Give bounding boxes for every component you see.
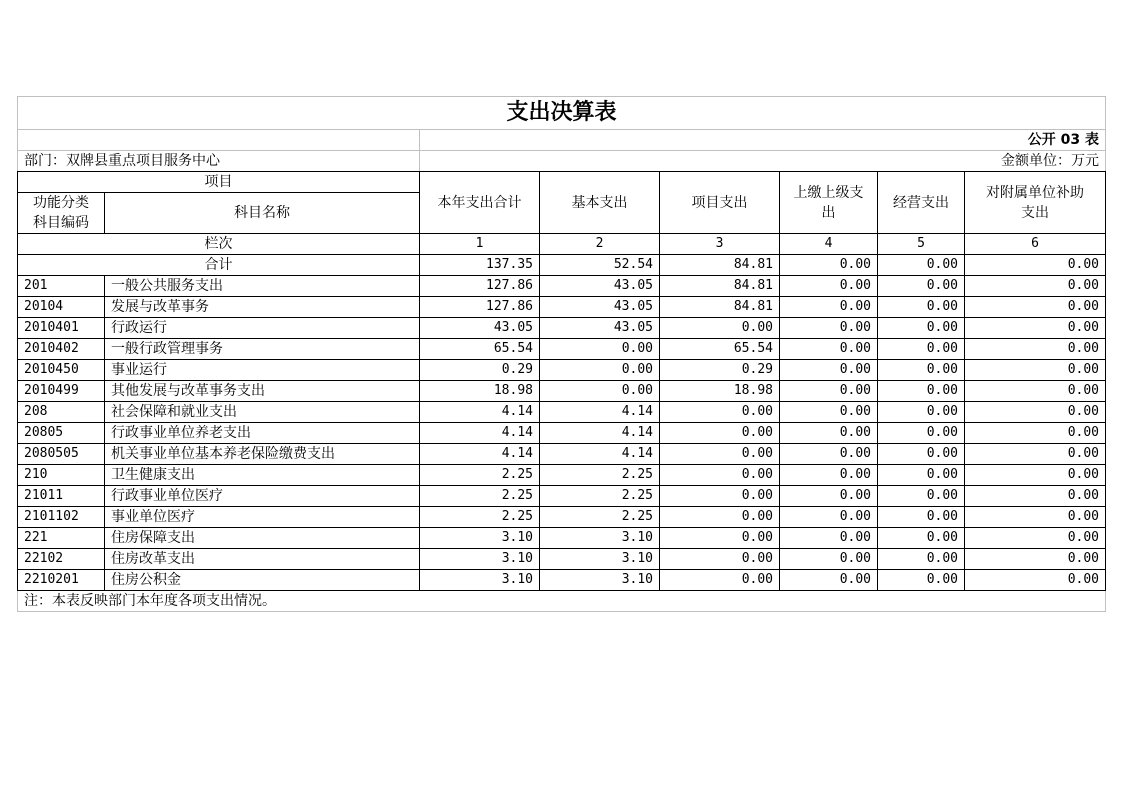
- table-row: [18, 276, 1106, 297]
- basic-cell: 4.14: [540, 423, 660, 444]
- subsidy-cell: 0.00: [965, 423, 1106, 444]
- table-row: [18, 444, 1106, 465]
- project-cell: 18.98: [660, 381, 780, 402]
- totals-label: 合计: [18, 255, 420, 276]
- subject-name-cell: 机关事业单位基本养老保险缴费支出: [105, 444, 420, 465]
- remit-cell: 0.00: [780, 276, 878, 297]
- project-expenditure-header: 项目支出: [660, 172, 780, 234]
- remit-cell: 0.00: [780, 486, 878, 507]
- project-cell: 0.00: [660, 402, 780, 423]
- table-row: [18, 381, 1106, 402]
- basic-cell: 4.14: [540, 444, 660, 465]
- table-row: [18, 528, 1106, 549]
- subsidy-cell: 0.00: [965, 528, 1106, 549]
- column-index-1: 1: [420, 234, 540, 255]
- total-cell: 3.10: [420, 549, 540, 570]
- column-index-5: 5: [878, 234, 965, 255]
- total-cell: 3.10: [420, 528, 540, 549]
- column-index-6: 6: [965, 234, 1106, 255]
- subject-name-cell: 行政事业单位医疗: [105, 486, 420, 507]
- basic-cell: 0.00: [540, 339, 660, 360]
- total-cell: 43.05: [420, 318, 540, 339]
- business-cell: 0.00: [878, 402, 965, 423]
- remit-superior-header-line2: 出: [821, 204, 836, 221]
- total-cell: 127.86: [420, 297, 540, 318]
- project-cell: 0.29: [660, 360, 780, 381]
- basic-cell: 2.25: [540, 465, 660, 486]
- total-cell: 4.14: [420, 423, 540, 444]
- totals-subsidy: 0.00: [965, 255, 1106, 276]
- project-cell: 0.00: [660, 528, 780, 549]
- remit-cell: 0.00: [780, 549, 878, 570]
- business-cell: 0.00: [878, 381, 965, 402]
- remit-cell: 0.00: [780, 339, 878, 360]
- column-index-2: 2: [540, 234, 660, 255]
- total-expenditure-header: 本年支出合计: [420, 172, 540, 234]
- table-row: [18, 465, 1106, 486]
- remit-cell: 0.00: [780, 381, 878, 402]
- project-cell: 0.00: [660, 486, 780, 507]
- basic-expenditure-header: 基本支出: [540, 172, 660, 234]
- subject-name-header: 科目名称: [105, 193, 420, 234]
- basic-cell: 43.05: [540, 297, 660, 318]
- table-row: [18, 423, 1106, 444]
- total-cell: 0.29: [420, 360, 540, 381]
- subsidy-cell: 0.00: [965, 318, 1106, 339]
- business-cell: 0.00: [878, 570, 965, 591]
- subject-code-cell: 20104: [18, 297, 105, 318]
- subject-name-cell: 行政事业单位养老支出: [105, 423, 420, 444]
- totals-remit: 0.00: [780, 255, 878, 276]
- business-expenditure-header: 经营支出: [878, 172, 965, 234]
- basic-cell: 0.00: [540, 381, 660, 402]
- subject-code-cell: 2010402: [18, 339, 105, 360]
- basic-cell: 2.25: [540, 507, 660, 528]
- business-cell: 0.00: [878, 297, 965, 318]
- subject-name-cell: 住房保障支出: [105, 528, 420, 549]
- subject-code-cell: 21011: [18, 486, 105, 507]
- subject-name-cell: 其他发展与改革事务支出: [105, 381, 420, 402]
- function-code-header-line1: 功能分类: [33, 195, 89, 211]
- business-cell: 0.00: [878, 339, 965, 360]
- basic-cell: 43.05: [540, 276, 660, 297]
- subsidy-cell: 0.00: [965, 507, 1106, 528]
- business-cell: 0.00: [878, 318, 965, 339]
- subsidiary-subsidy-header-line1: 对附属单位补助: [986, 184, 1084, 201]
- column-index-3: 3: [660, 234, 780, 255]
- business-cell: 0.00: [878, 528, 965, 549]
- form-code: 公开 03 表: [420, 130, 1106, 151]
- function-code-header: [18, 193, 105, 234]
- subsidy-cell: 0.00: [965, 465, 1106, 486]
- subsidiary-subsidy-header-line2: 支出: [1021, 204, 1049, 221]
- total-cell: 2.25: [420, 486, 540, 507]
- business-cell: 0.00: [878, 360, 965, 381]
- table-row: [18, 297, 1106, 318]
- table-row: [18, 570, 1106, 591]
- remit-cell: 0.00: [780, 465, 878, 486]
- table-row: [18, 486, 1106, 507]
- business-cell: 0.00: [878, 444, 965, 465]
- total-cell: 18.98: [420, 381, 540, 402]
- subsidy-cell: 0.00: [965, 339, 1106, 360]
- basic-cell: 43.05: [540, 318, 660, 339]
- totals-business: 0.00: [878, 255, 965, 276]
- total-cell: 2.25: [420, 507, 540, 528]
- remit-cell: 0.00: [780, 402, 878, 423]
- project-cell: 65.54: [660, 339, 780, 360]
- total-cell: 2.25: [420, 465, 540, 486]
- subsidy-cell: 0.00: [965, 297, 1106, 318]
- project-cell: 0.00: [660, 507, 780, 528]
- project-cell: 0.00: [660, 465, 780, 486]
- remit-cell: 0.00: [780, 360, 878, 381]
- subsidy-cell: 0.00: [965, 276, 1106, 297]
- remit-cell: 0.00: [780, 444, 878, 465]
- total-cell: 4.14: [420, 402, 540, 423]
- basic-cell: 3.10: [540, 570, 660, 591]
- amount-unit-label: 金额单位：万元: [420, 151, 1106, 172]
- subsidy-cell: 0.00: [965, 549, 1106, 570]
- remit-superior-header-line1: 上缴上级支: [793, 184, 864, 201]
- subsidy-cell: 0.00: [965, 402, 1106, 423]
- project-cell: 84.81: [660, 276, 780, 297]
- project-cell: 0.00: [660, 549, 780, 570]
- remit-cell: 0.00: [780, 570, 878, 591]
- subject-name-cell: 发展与改革事务: [105, 297, 420, 318]
- subject-name-cell: 卫生健康支出: [105, 465, 420, 486]
- subject-code-cell: 2010499: [18, 381, 105, 402]
- totals-row: [18, 255, 1106, 276]
- subject-code-cell: 2210201: [18, 570, 105, 591]
- project-cell: 0.00: [660, 423, 780, 444]
- subject-code-cell: 20805: [18, 423, 105, 444]
- basic-cell: 3.10: [540, 528, 660, 549]
- totals-project: 84.81: [660, 255, 780, 276]
- remit-cell: 0.00: [780, 507, 878, 528]
- subject-code-cell: 22102: [18, 549, 105, 570]
- subsidy-cell: 0.00: [965, 381, 1106, 402]
- expenditure-final-accounts-sheet: [17, 96, 1105, 612]
- remit-cell: 0.00: [780, 318, 878, 339]
- total-cell: 3.10: [420, 570, 540, 591]
- business-cell: 0.00: [878, 423, 965, 444]
- subject-name-cell: 一般公共服务支出: [105, 276, 420, 297]
- project-cell: 0.00: [660, 444, 780, 465]
- total-cell: 4.14: [420, 444, 540, 465]
- subject-name-cell: 行政运行: [105, 318, 420, 339]
- remit-cell: 0.00: [780, 528, 878, 549]
- subject-name-cell: 社会保障和就业支出: [105, 402, 420, 423]
- table-row: [18, 402, 1106, 423]
- subject-code-cell: 208: [18, 402, 105, 423]
- subject-name-cell: 事业运行: [105, 360, 420, 381]
- table-row: [18, 549, 1106, 570]
- business-cell: 0.00: [878, 507, 965, 528]
- subject-code-cell: 210: [18, 465, 105, 486]
- total-cell: 127.86: [420, 276, 540, 297]
- function-code-header-line2: 科目编码: [33, 215, 89, 231]
- remit-cell: 0.00: [780, 297, 878, 318]
- business-cell: 0.00: [878, 549, 965, 570]
- subsidy-cell: 0.00: [965, 360, 1106, 381]
- column-index-4: 4: [780, 234, 878, 255]
- table-row: [18, 318, 1106, 339]
- expenditure-table: [17, 96, 1106, 612]
- business-cell: 0.00: [878, 276, 965, 297]
- subject-code-cell: 2101102: [18, 507, 105, 528]
- business-cell: 0.00: [878, 486, 965, 507]
- business-cell: 0.00: [878, 465, 965, 486]
- subject-code-cell: 2010450: [18, 360, 105, 381]
- subject-code-cell: 201: [18, 276, 105, 297]
- basic-cell: 4.14: [540, 402, 660, 423]
- subsidy-cell: 0.00: [965, 444, 1106, 465]
- remit-superior-header: [780, 172, 878, 234]
- subject-code-cell: 2010401: [18, 318, 105, 339]
- basic-cell: 3.10: [540, 549, 660, 570]
- footnote: 注：本表反映部门本年度各项支出情况。: [18, 591, 1106, 612]
- subject-code-cell: 2080505: [18, 444, 105, 465]
- table-row: [18, 360, 1106, 381]
- totals-total: 137.35: [420, 255, 540, 276]
- project-cell: 84.81: [660, 297, 780, 318]
- subject-name-cell: 事业单位医疗: [105, 507, 420, 528]
- subject-name-cell: 一般行政管理事务: [105, 339, 420, 360]
- table-row: [18, 339, 1106, 360]
- table-row: [18, 507, 1106, 528]
- project-cell: 0.00: [660, 318, 780, 339]
- subject-code-cell: 221: [18, 528, 105, 549]
- totals-basic: 52.54: [540, 255, 660, 276]
- column-index-label: 栏次: [18, 234, 420, 255]
- remit-cell: 0.00: [780, 423, 878, 444]
- basic-cell: 2.25: [540, 486, 660, 507]
- project-cell: 0.00: [660, 570, 780, 591]
- subsidy-cell: 0.00: [965, 570, 1106, 591]
- item-header: 项目: [18, 172, 420, 193]
- basic-cell: 0.00: [540, 360, 660, 381]
- report-title: 支出决算表: [18, 97, 1106, 130]
- subsidy-cell: 0.00: [965, 486, 1106, 507]
- department-label: 部门：双牌县重点项目服务中心: [18, 151, 420, 172]
- total-cell: 65.54: [420, 339, 540, 360]
- subject-name-cell: 住房公积金: [105, 570, 420, 591]
- subsidiary-subsidy-header: [965, 172, 1106, 234]
- subject-name-cell: 住房改革支出: [105, 549, 420, 570]
